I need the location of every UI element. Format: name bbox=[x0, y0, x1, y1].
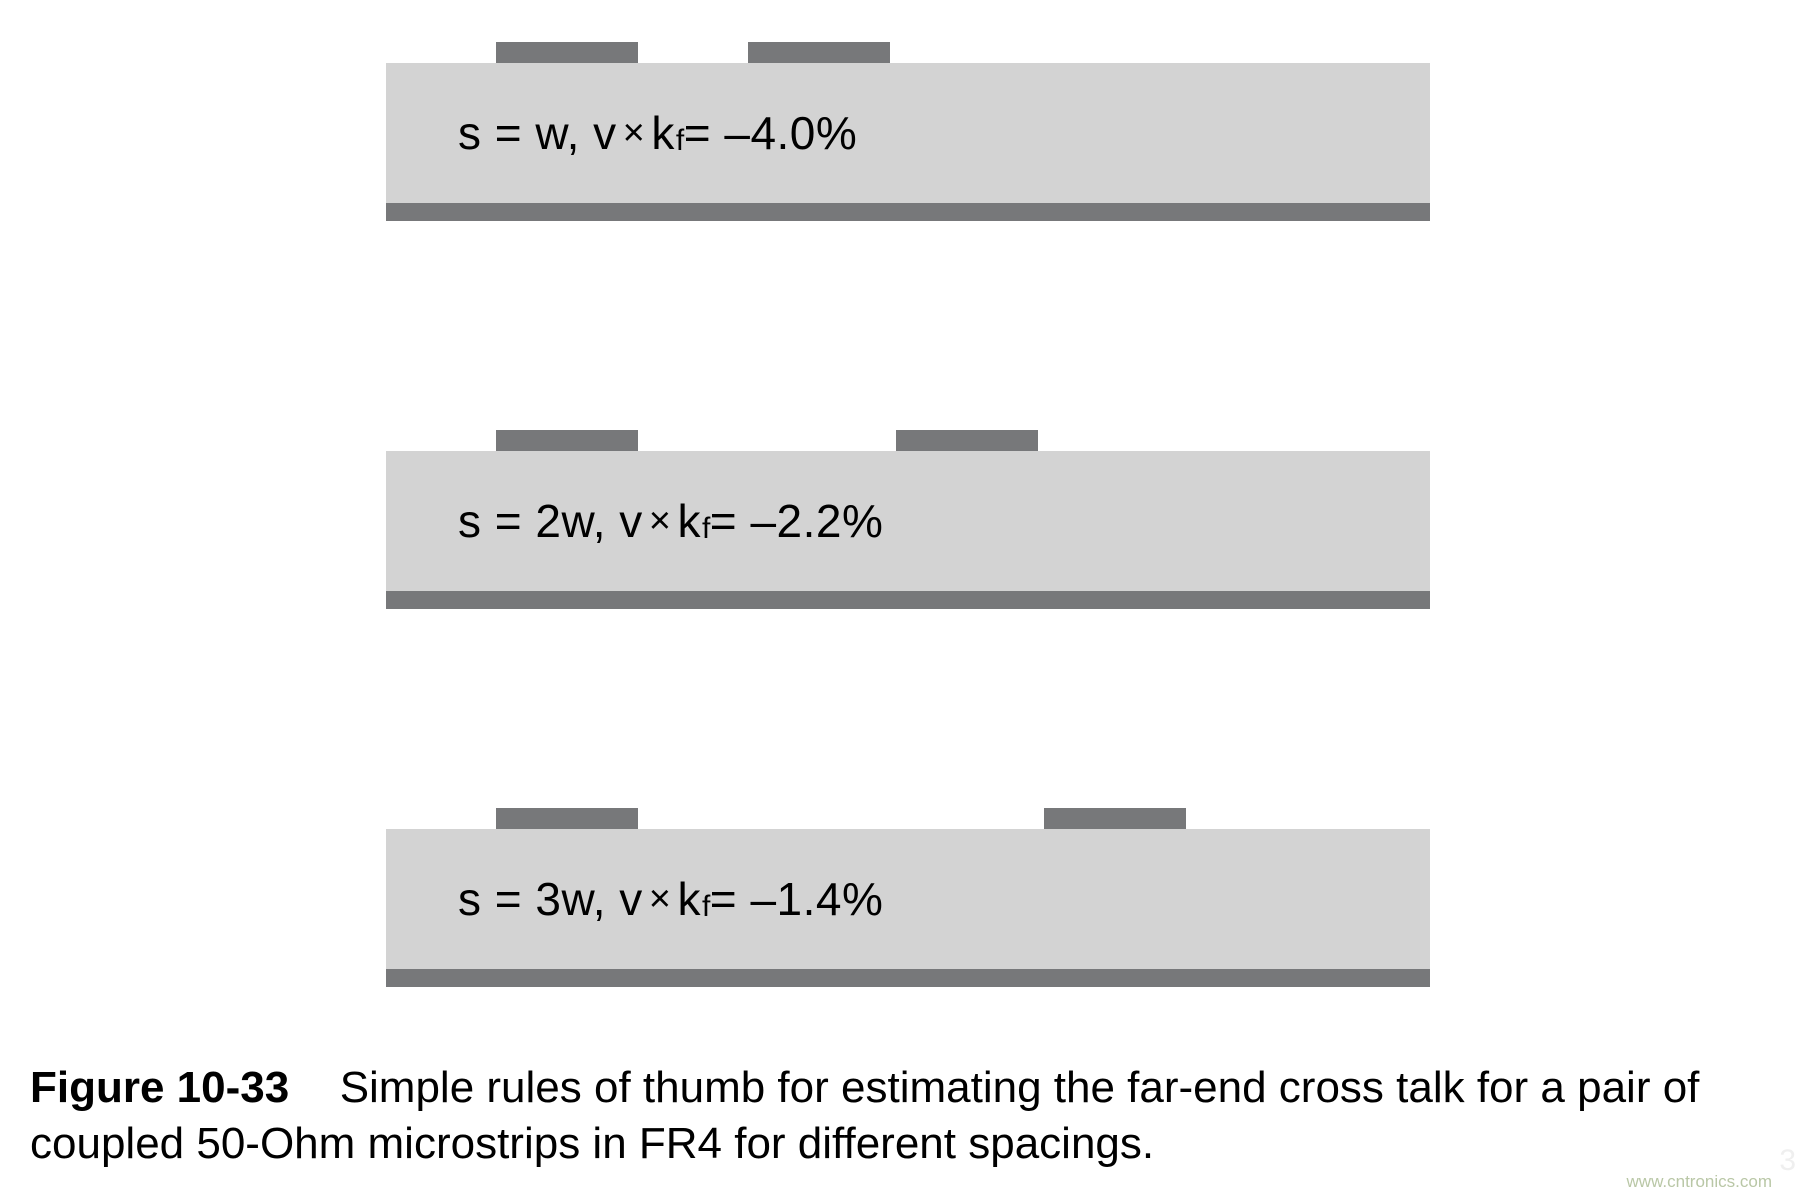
panel-label-1-suffix: = –4.0% bbox=[683, 107, 858, 159]
panel-label-1 bbox=[386, 63, 1430, 203]
victim-trace bbox=[748, 42, 890, 63]
dielectric-body-3 bbox=[386, 829, 1430, 969]
victim-trace bbox=[896, 430, 1038, 451]
panel-label-1-mid: k bbox=[651, 107, 675, 159]
driver-trace bbox=[496, 430, 638, 451]
multiply-icon: × bbox=[648, 877, 672, 920]
panel-label-2-sub: f bbox=[701, 512, 711, 545]
panel-label-2-mid: k bbox=[677, 495, 701, 547]
cross-section-panel-3 bbox=[386, 808, 1430, 987]
page-number-ghost: 3 bbox=[1779, 1144, 1796, 1177]
panel-label-1-sub: f bbox=[675, 124, 685, 157]
panel-label-2 bbox=[386, 451, 1430, 591]
panel-label-3-suffix: = –1.4% bbox=[709, 873, 884, 925]
panel-label-2-suffix: = –2.2% bbox=[709, 495, 884, 547]
driver-trace bbox=[496, 42, 638, 63]
figure-caption bbox=[30, 1060, 1790, 1173]
figure-caption-text: Simple rules of thumb for estimating the far-end cross talk for a pair of coupled 50-Ohm microstrips in FR4 for different spacings. bbox=[30, 1063, 1700, 1169]
cross-section-panel-2 bbox=[386, 430, 1430, 609]
cross-section-panel-1 bbox=[386, 42, 1430, 221]
ground-plane-1 bbox=[386, 203, 1430, 221]
panel-label-1-prefix: s = w, v bbox=[458, 107, 617, 159]
victim-trace bbox=[1044, 808, 1186, 829]
multiply-icon: × bbox=[648, 499, 672, 542]
dielectric-body-1 bbox=[386, 63, 1430, 203]
site-watermark: www.cntronics.com bbox=[1626, 1172, 1772, 1191]
ground-plane-2 bbox=[386, 591, 1430, 609]
panel-label-2-prefix: s = 2w, v bbox=[458, 495, 643, 547]
panel-label-3-sub: f bbox=[701, 890, 711, 923]
ground-plane-3 bbox=[386, 969, 1430, 987]
figure-caption-label: Figure 10-33 bbox=[30, 1063, 290, 1112]
trace-layer-3 bbox=[386, 808, 1430, 829]
dielectric-body-2 bbox=[386, 451, 1430, 591]
trace-layer-1 bbox=[386, 42, 1430, 63]
panel-label-3 bbox=[386, 829, 1430, 969]
multiply-icon: × bbox=[622, 111, 646, 154]
panel-label-3-prefix: s = 3w, v bbox=[458, 873, 643, 925]
driver-trace bbox=[496, 808, 638, 829]
panel-label-3-mid: k bbox=[677, 873, 701, 925]
trace-layer-2 bbox=[386, 430, 1430, 451]
